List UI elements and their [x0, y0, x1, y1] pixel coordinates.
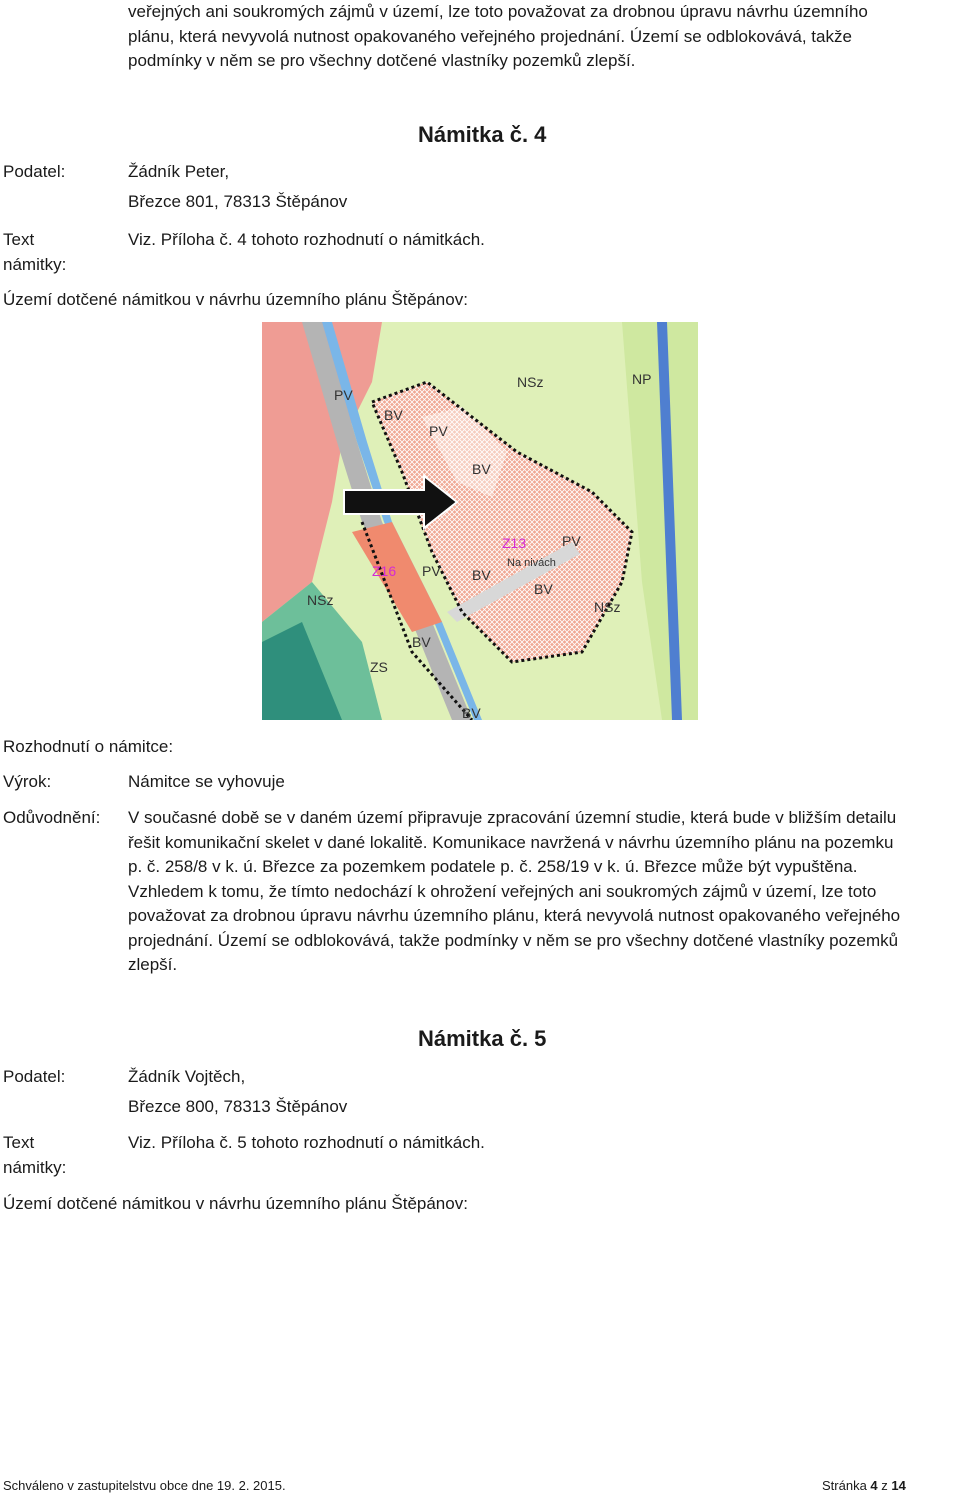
svg-text:Na nivách: Na nivách [507, 557, 556, 569]
objection-text-label-line1: Text [3, 230, 35, 249]
objection-text-value: Viz. Příloha č. 4 tohoto rozhodnutí o námitkách. [128, 230, 485, 249]
page-total: 14 [891, 1478, 906, 1493]
text-line: považovat za drobnou úpravu návrhu územního plánu, která nevyvolá nutnost opakovaného veřejného [128, 906, 901, 925]
text-line: zlepší. [128, 955, 178, 974]
submitter-label: Podatel: [3, 162, 66, 181]
reason-label: Odůvodnění: [3, 808, 101, 827]
verdict-value: Námitce se vyhovuje [128, 772, 285, 791]
objection-4-heading: Námitka č. 4 [418, 122, 547, 147]
objection-text-value: Viz. Příloha č. 5 tohoto rozhodnutí o námitkách. [128, 1133, 485, 1152]
reason-paragraph [128, 806, 958, 978]
svg-text:NSz: NSz [307, 592, 334, 608]
svg-text:BV: BV [472, 461, 491, 477]
footer-page-number [822, 1478, 906, 1493]
text-line: projednání. Území se odblokovává, takže podmínky v něm se pro všechny dotčené vlastníky pozemků [128, 930, 899, 950]
affected-area-label: Území dotčené námitkou v návrhu územního plánu Štěpánov: [3, 290, 468, 309]
decision-label: Rozhodnutí o námitce: [3, 737, 174, 756]
objection-text-label-line1: Text [3, 1133, 35, 1152]
svg-text:NP: NP [632, 371, 652, 387]
svg-text:NSz: NSz [517, 374, 544, 390]
submitter-name: Žádník Vojtěch, [128, 1067, 246, 1086]
svg-text:NSz: NSz [594, 599, 621, 615]
svg-text:PV: PV [429, 423, 448, 439]
submitter-name: Žádník Peter, [128, 162, 230, 181]
objection-text-label [3, 228, 66, 277]
svg-text:BV: BV [384, 407, 403, 423]
svg-text:PV: PV [422, 563, 441, 579]
svg-text:Z13: Z13 [502, 535, 527, 551]
verdict-label: Výrok: [3, 772, 52, 791]
footer-approval: Schváleno v zastupitelstvu obce dne 19. 2. 2015. [3, 1478, 286, 1493]
text-line: plánu, která nevyvolá nutnost opakovaného veřejného projednání. Území se odblokovává, takže [128, 26, 852, 46]
svg-text:PV: PV [334, 387, 353, 403]
text-line: podmínky v něm se pro všechny dotčené vlastníky pozemků zlepší. [128, 51, 636, 70]
svg-text:BV: BV [534, 581, 553, 597]
text-line: řešit komunikační skelet v dané lokalitě. Komunikace navržená v návrhu územního plánu na pozemku [128, 832, 894, 852]
svg-text:BV: BV [472, 567, 491, 583]
objection-text-label-line2: námitky: [3, 254, 67, 274]
text-line: Vzhledem k tomu, že tímto nedochází k ohrožení veřejných ani soukromých zájmů v území, lze toto [128, 881, 877, 901]
submitter-address: Březce 801, 78313 Štěpánov [128, 192, 348, 211]
page-current: 4 [870, 1478, 878, 1493]
submitter-address: Březce 800, 78313 Štěpánov [128, 1097, 348, 1116]
text-line: V současné době se v daném území připravuje zpracování územní studie, která bude v bližším detailu [128, 808, 897, 827]
objection-5-heading: Námitka č. 5 [418, 1026, 547, 1051]
page-mid: z [877, 1478, 892, 1493]
svg-text:PV: PV [562, 533, 581, 549]
land-use-map [262, 322, 698, 720]
submitter-label: Podatel: [3, 1067, 66, 1086]
objection-text-label [3, 1131, 66, 1180]
svg-text:BV: BV [412, 634, 431, 650]
land-use-map-graphic [262, 322, 698, 720]
affected-area-label: Území dotčené námitkou v návrhu územního plánu Štěpánov: [3, 1194, 468, 1213]
objection-text-label-line2: námitky: [3, 1157, 67, 1177]
svg-text:Z16: Z16 [372, 563, 397, 579]
text-line: p. č. 258/8 v k. ú. Březce za pozemkem podatele p. č. 258/19 v k. ú. Březce může být vypuštěna. [128, 857, 858, 876]
page-prefix: Stránka [822, 1478, 871, 1493]
text-line: veřejných ani soukromých zájmů v území, lze toto považovat za drobnou úpravu návrhu územního [128, 2, 868, 21]
svg-text:BV: BV [462, 705, 481, 720]
svg-text:ZS: ZS [370, 659, 388, 675]
continuation-paragraph [128, 0, 958, 74]
